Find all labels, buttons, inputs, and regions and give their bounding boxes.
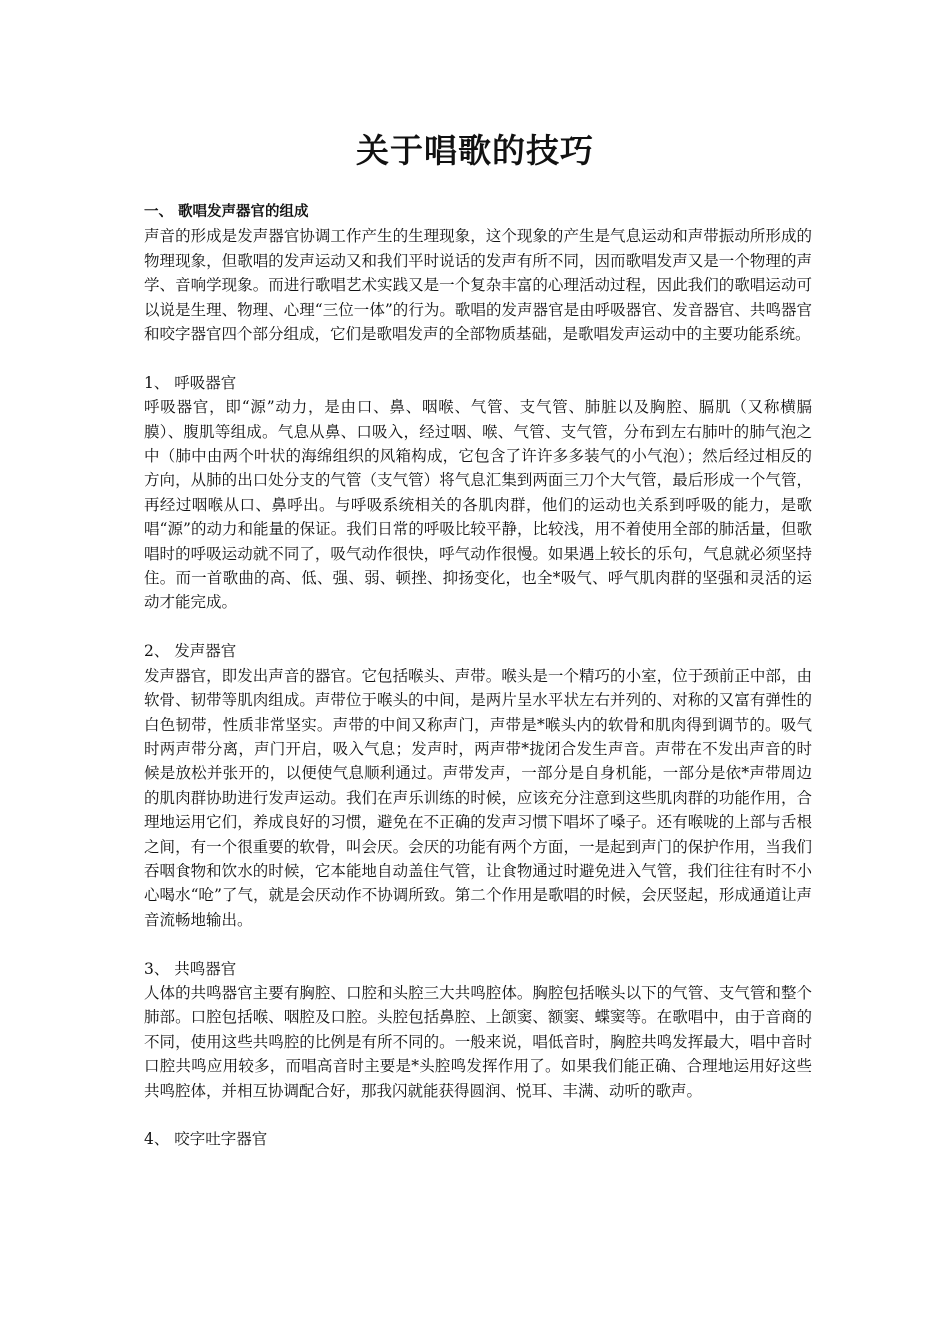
paragraph-spacer	[144, 346, 812, 370]
subsection-paragraph-resonance: 人体的共鸣器官主要有胸腔、口腔和头腔三大共鸣腔体。胸腔包括喉头以下的气管、支气管和整个肺部。口腔包括喉、咽腔及口腔。头腔包括鼻腔、上颌窦、额窦、蝶窦等。在歌唱中，由于音商的不同，使用这些共鸣腔的比例是有所不同的。一般来说，唱低音时，胸腔共鸣发挥最大，唱中音时口腔共鸣应用较多，而唱高音时主要是*头腔鸣发挥作用了。如果我们能正确、合理地运用好这些共鸣腔体，并相互协调配合好，那我闪就能获得圆润、悦耳、丰满、动听的歌声。	[144, 983, 812, 1100]
document-title: 关于唱歌的技巧	[356, 131, 594, 170]
paragraph-spacer	[144, 615, 812, 639]
subsection-paragraph-vocal: 发声器官，即发出声音的器官。它包括喉头、声带。喉头是一个精巧的小室，位于颈前正中部，由软骨、韧带等肌肉组成。声带位于喉头的中间，是两片呈水平状左右并列的、对称的又富有弹性的白色韧带，性质非常坚实。声带的中间又称声门，声带是*喉头内的软骨和肌肉得到调节的。吸气时两声带分离，声门开启，吸入气息；发声时，两声带*拢闭合发生声音。声带在不发出声音的时候是放松并张开的，以便使气息顺利通过。声带发声，一部分是自身机能，一部分是依*声带周边的肌肉群协助进行发声运动。我们在声乐训练的时候，应该充分注意到这些肌肉群的功能作用，合理地运用它们，养成良好的习惯，避免在不正确的发声习惯下唱坏了嗓子。还有喉咙的上部与舌根之间，有一个很重要的软骨，叫会厌。会厌的功能有两个方面，一是起到声门的保护作用，当我们吞咽食物和饮水的时候，它本能地自动盖住气管，让食物通过时避免进入气管，我们往往有时不小心喝水“呛”了气，就是会厌动作不协调所致。第二个作用是歌唱的时候，会厌竖起，形成通道让声音流畅地输出。	[144, 666, 812, 929]
subsection-heading-resonance: 3、 共鸣器官	[144, 959, 237, 978]
subsection-heading-vocal: 2、 发声器官	[144, 642, 237, 661]
document-body	[144, 200, 812, 1152]
subsection-heading-respiratory: 1、 呼吸器官	[144, 373, 237, 392]
paragraph-spacer	[144, 932, 812, 956]
paragraph-spacer	[144, 1103, 812, 1127]
subsection-heading-articulation: 4、 咬字吐字器官	[144, 1130, 268, 1149]
section-heading: 一、 歌唱发声器官的组成	[144, 204, 309, 220]
subsection-paragraph-respiratory: 呼吸器官，即“源”动力，是由口、鼻、咽喉、气管、支气管、肺脏以及胸腔、膈肌（又称横膈膜）、腹肌等组成。气息从鼻、口吸入，经过咽、喉、气管、支气管，分布到左右肺叶的肺气泡之中（肺中由两个叶状的海绵组织的风箱构成，它包含了许许多多装气的小气泡）；然后经过相反的方向，从肺的出口处分支的气管（支气管）将气息汇集到两面三刀个大气管，最后形成一个气管，再经过咽喉从口、鼻呼出。与呼吸系统相关的各肌肉群，他们的运动也关系到呼吸的能力，是歌唱“源”的动力和能量的保证。我们日常的呼吸比较平静，比较浅，用不着使用全部的肺活量，但歌唱时的呼吸运动就不同了，吸气动作很快，呼气动作很慢。如果遇上较长的乐句，气息就必须坚持住。而一首歌曲的高、低、强、弱、顿挫、抑扬变化，也全*吸气、呼气肌肉群的坚强和灵活的运动才能完成。	[144, 398, 812, 612]
section-intro-paragraph: 声音的形成是发声器官协调工作产生的生理现象，这个现象的产生是气息运动和声带振动所形成的物理现象，但歌唱的发声运动又和我们平时说话的发声有所不同，因而歌唱发声又是一个物理的声学、音响学现象。而进行歌唱艺术实践又是一个复杂丰富的心理活动过程，因此我们的歌唱运动可以说是生理、物理、心理“三位一体”的行为。歌唱的发声器官是由呼吸器官、发音器官、共鸣器官和咬字器官四个部分组成，它们是歌唱发声的全部物质基础，是歌唱发声运动中的主要功能系统。	[144, 227, 812, 344]
